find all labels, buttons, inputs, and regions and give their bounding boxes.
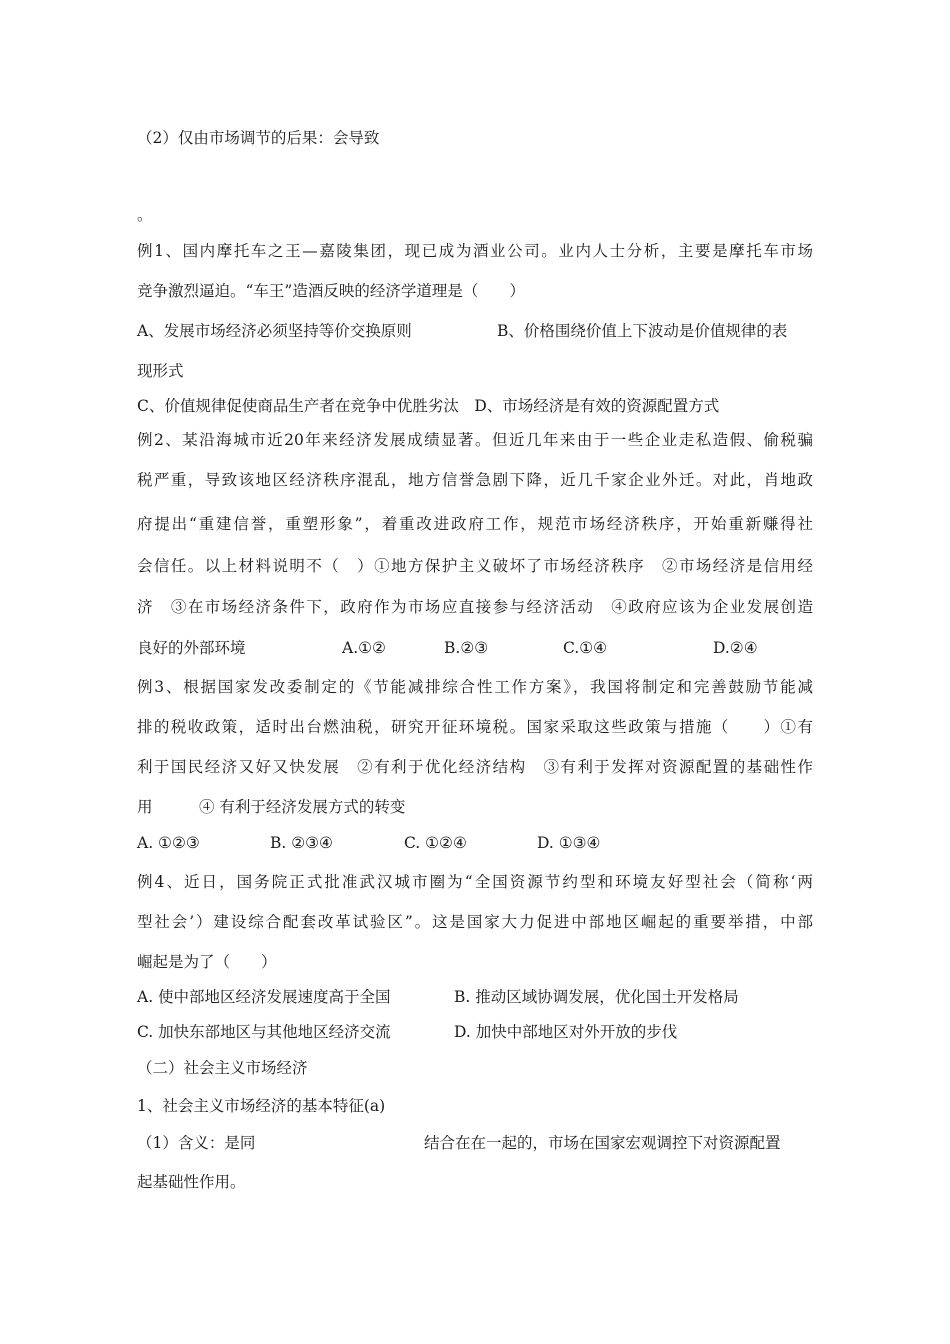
- option-a: A、发展市场经济必须坚持等价交换原则: [137, 322, 412, 340]
- text-line: 崛起是为了（ ）: [137, 953, 277, 971]
- option-c: C. 加快东部地区与其他地区经济交流: [137, 1023, 391, 1041]
- text-line: 起基础性作用。: [137, 1173, 246, 1191]
- example-2-question: 例2、某沿海城市近20年来经济发展成绩显著。但近几年来由于一些企业走私造假、偷税骗: [137, 431, 813, 449]
- option-c: C.①④: [563, 639, 608, 657]
- text-line: 利于国民经济又好又快发展 ②有利于优化经济结构 ③有利于发挥对资源配置的基础性作: [137, 758, 813, 776]
- option-b: B. 推动区域协调发展，优化国土开发格局: [454, 988, 739, 1006]
- section-heading: （二）社会主义市场经济: [137, 1059, 308, 1077]
- option-a: A. 使中部地区经济发展速度高于全国: [137, 988, 391, 1006]
- example-1-question: 例1、国内摩托车之王—嘉陵集团，现已成为酒业公司。业内人士分析，主要是摩托车市场: [137, 242, 813, 260]
- text-line: 型社会’）建设综合配套改革试验区”。这是国家大力促进中部地区崛起的重要举措，中部: [137, 913, 813, 931]
- text-line: 竞争激烈逼迫。“车王”造酒反映的经济学道理是（ ）: [137, 282, 525, 300]
- text-line: 税严重，导致该地区经济秩序混乱，地方信誉急剧下降，近几千家企业外迁。对此，肖地政: [137, 471, 813, 489]
- text-line: 良好的外部环境: [137, 639, 246, 657]
- option-b: B.②③: [444, 639, 489, 657]
- option-c: C. ①②④: [404, 834, 467, 852]
- option-b: B、价格围绕价值上下波动是价值规律的表: [497, 322, 788, 340]
- text-line: 。: [137, 206, 153, 224]
- text-line: （2）仅由市场调节的后果：会导致: [137, 129, 380, 147]
- text-line: 府提出“重建信誉，重塑形象”，着重改进政府工作，规范市场经济秩序，开始重新赚得社: [137, 515, 813, 533]
- text-line: 用 ④ 有利于经济发展方式的转变: [137, 798, 406, 816]
- text-line: 济 ③在市场经济条件下，政府作为市场应直接参与经济活动 ④政府应该为企业发展创造: [137, 598, 813, 616]
- option-d: D.②④: [713, 639, 758, 657]
- text-line: 会信任。以上材料说明不（ ）①地方保护主义破坏了市场经济秩序 ②市场经济是信用经: [137, 557, 813, 575]
- option-a: A.①②: [342, 639, 386, 657]
- example-4-question: 例4、近日，国务院正式批准武汉城市圈为“全国资源节约型和环境友好型社会（简称‘两: [137, 873, 813, 891]
- text-line: 排的税收政策，适时出台燃油税，研究开征环境税。国家采取这些政策与措施（ ）①有: [137, 718, 813, 736]
- example-3-question: 例3、根据国家发改委制定的《节能减排综合性工作方案》，我国将制定和完善鼓励节能减: [137, 678, 813, 696]
- definition-line: （1）含义：是同: [137, 1134, 256, 1152]
- option-b: B. ②③④: [270, 834, 333, 852]
- text-line: 现形式: [137, 362, 184, 380]
- option-c-d: C、价值规律促使商品生产者在竞争中优胜劣汰 D、市场经济是有效的资源配置方式: [137, 397, 720, 415]
- subsection-heading: 1、社会主义市场经济的基本特征(a): [137, 1097, 386, 1115]
- option-d: D. 加快中部地区对外开放的步伐: [454, 1023, 678, 1041]
- option-a: A. ①②③: [137, 834, 200, 852]
- definition-line-cont: 结合在在一起的，市场在国家宏观调控下对资源配置: [424, 1134, 781, 1152]
- option-d: D. ①③④: [537, 834, 601, 852]
